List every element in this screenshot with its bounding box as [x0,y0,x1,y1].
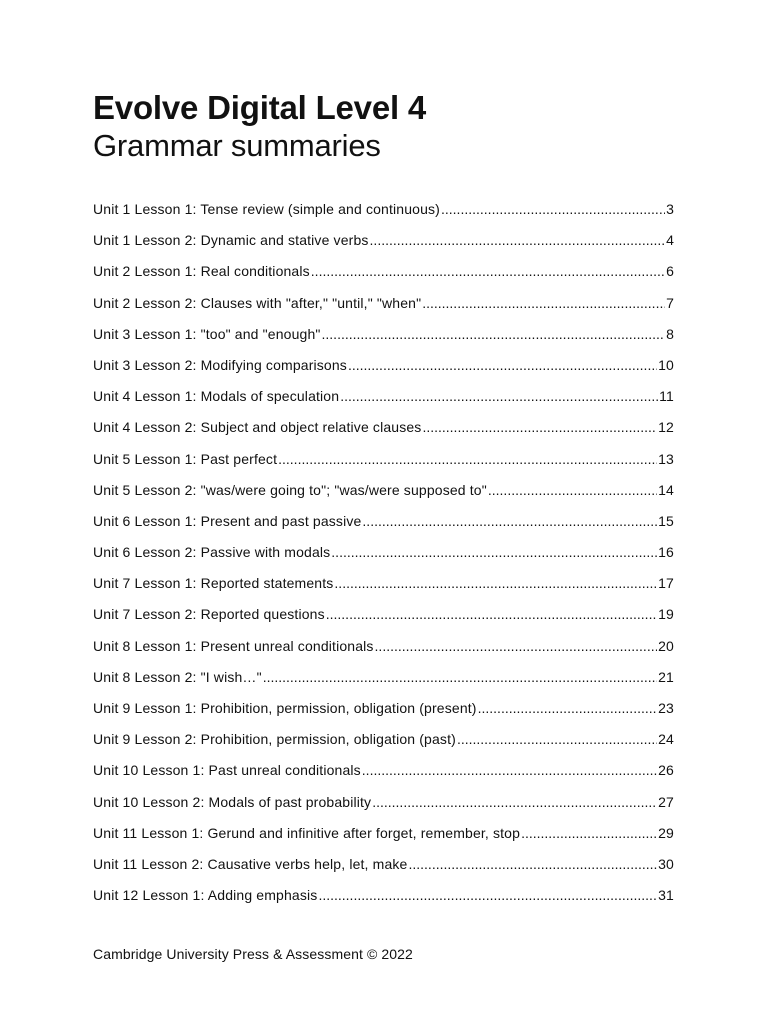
toc-entry-page-number: 24 [658,731,674,748]
toc-entry[interactable] [93,759,674,790]
toc-entry-label: Unit 11 Lesson 1: Gerund and infinitive after forget, remember, stop [93,824,521,841]
toc-entry-label: Unit 4 Lesson 1: Modals of speculation [93,388,340,405]
toc-entry-label: Unit 8 Lesson 2: "I wish…" [93,668,262,685]
toc-entry-label: Unit 9 Lesson 2: Prohibition, permission, obligation (past) [93,731,456,748]
toc-entry[interactable] [93,416,674,447]
toc-entry-page-number: 8 [666,325,674,342]
toc-entry-page-number: 10 [658,356,674,373]
toc-entry-label: Unit 10 Lesson 1: Past unreal conditionals [93,762,361,779]
toc-entry[interactable] [93,572,674,603]
toc-entry-label: Unit 7 Lesson 2: Reported questions [93,606,325,623]
toc-entry-page-number: 16 [658,544,674,561]
toc-dot-leader [318,884,657,906]
toc-entry-page-number: 26 [658,762,674,779]
toc-dot-leader [278,448,657,470]
toc-entry-label: Unit 5 Lesson 2: "was/were going to"; "was/were supposed to" [93,481,487,498]
toc-entry-page-number: 27 [658,793,674,810]
toc-entry-page-number: 29 [658,824,674,841]
toc-dot-leader [478,697,658,719]
toc-entry-label: Unit 12 Lesson 1: Adding emphasis [93,887,318,904]
toc-entry[interactable] [93,728,674,759]
copyright-footer: Cambridge University Press & Assessment © 2022 [93,946,413,962]
toc-entry[interactable] [93,791,674,822]
toc-entry[interactable] [93,385,674,416]
toc-entry-label: Unit 11 Lesson 2: Causative verbs help, let, make [93,855,408,872]
toc-entry-page-number: 3 [666,201,674,217]
toc-dot-leader [362,759,657,781]
toc-entry-page-number: 14 [658,481,674,498]
toc-dot-leader [334,572,657,594]
toc-entry-page-number: 12 [658,419,674,436]
toc-entry-label: Unit 7 Lesson 1: Reported statements [93,575,334,592]
toc-entry[interactable] [93,697,674,728]
toc-dot-leader [348,354,657,376]
toc-dot-leader [372,791,657,813]
toc-dot-leader [340,385,658,407]
toc-entry[interactable] [93,603,674,634]
toc-dot-leader [322,323,666,345]
toc-entry-page-number: 15 [658,512,674,529]
toc-dot-leader [422,292,665,314]
toc-dot-leader [311,260,665,282]
toc-entry[interactable] [93,635,674,666]
toc-dot-leader [362,510,657,532]
toc-entry-page-number: 13 [658,450,674,467]
toc-entry[interactable] [93,260,674,291]
toc-dot-leader [370,229,666,251]
toc-entry-label: Unit 6 Lesson 2: Passive with modals [93,544,331,561]
toc-entry[interactable] [93,354,674,385]
toc-entry[interactable] [93,853,674,884]
toc-entry[interactable] [93,822,674,853]
toc-entry-label: Unit 6 Lesson 1: Present and past passive [93,512,362,529]
toc-entry-label: Unit 5 Lesson 1: Past perfect [93,450,278,467]
toc-entry-page-number: 6 [666,263,674,280]
toc-entry-label: Unit 9 Lesson 1: Prohibition, permission, obligation (present) [93,700,477,716]
toc-entry-label: Unit 3 Lesson 1: "too" and "enough" [93,325,321,342]
toc-entry-page-number: 19 [658,606,674,623]
toc-entry[interactable] [93,229,674,260]
toc-entry-page-number: 23 [658,700,674,716]
toc-dot-leader [408,853,657,875]
toc-entry-page-number: 4 [666,232,674,249]
toc-dot-leader [375,635,658,657]
toc-entry[interactable] [93,292,674,323]
toc-entry-page-number: 21 [658,668,674,685]
toc-entry-page-number: 17 [658,575,674,592]
toc-entry-label: Unit 4 Lesson 2: Subject and object relative clauses [93,419,422,436]
toc-dot-leader [263,666,657,688]
table-of-contents [93,198,674,915]
toc-entry-label: Unit 1 Lesson 1: Tense review (simple and continuous) [93,201,440,217]
toc-dot-leader [441,198,665,220]
toc-entry-page-number: 20 [658,637,674,654]
toc-entry-label: Unit 10 Lesson 2: Modals of past probability [93,793,372,810]
toc-entry-label: Unit 1 Lesson 2: Dynamic and stative verbs [93,232,369,249]
document-title: Evolve Digital Level 4 [93,89,427,126]
toc-entry[interactable] [93,666,674,697]
toc-entry[interactable] [93,198,674,229]
toc-entry[interactable] [93,448,674,479]
toc-dot-leader [326,603,657,625]
toc-entry-label: Unit 2 Lesson 2: Clauses with "after," "until," "when" [93,294,422,311]
toc-entry-label: Unit 2 Lesson 1: Real conditionals [93,263,310,280]
toc-entry-page-number: 31 [658,887,674,904]
toc-entry-label: Unit 8 Lesson 1: Present unreal conditionals [93,637,374,654]
toc-dot-leader [488,479,657,501]
document-subtitle: Grammar summaries [93,128,381,163]
toc-dot-leader [457,728,657,750]
toc-entry-page-number: 7 [666,294,674,311]
toc-entry[interactable] [93,323,674,354]
toc-entry[interactable] [93,479,674,510]
toc-dot-leader [331,541,657,563]
toc-entry[interactable] [93,884,674,915]
toc-dot-leader [521,822,657,844]
toc-entry[interactable] [93,541,674,572]
toc-entry-page-number: 30 [658,855,674,872]
toc-entry[interactable] [93,510,674,541]
toc-dot-leader [422,416,657,438]
toc-entry-label: Unit 3 Lesson 2: Modifying comparisons [93,356,347,373]
toc-entry-page-number: 11 [659,388,674,405]
